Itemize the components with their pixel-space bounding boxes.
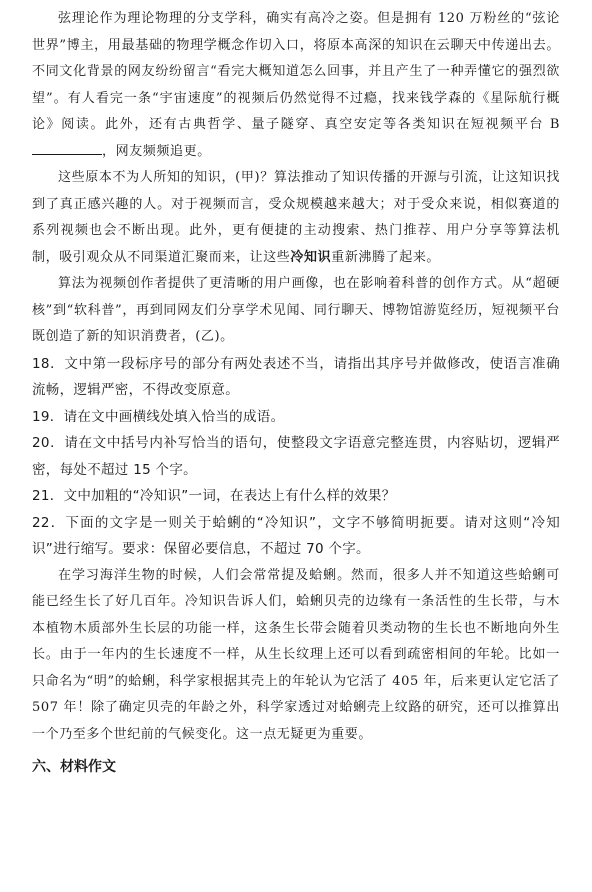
passage-p1-text: 弦理论作为理论物理的分支学科，确实有高冷之姿。但是拥有 120 万粉丝的“弦论世界”博主，用最基础的物理学概念作切入口，将原本高深的知识在云聊天中传递出去。不同文化背景的网友纷纷留言“看完大概知道怎么回事，并且产生了一种弄懂它的强烈欲望”。有人看完一条“宇宙速度”的视频后仍然觉得不过瘾，找来钱学森的《星际航行概论》阅读。此外，还有古典哲学、量子隧穿、真空安定等各类知识在短视频平台 B [32,11,560,132]
passage-p2-tail: 重新沸腾了起来。 [331,249,441,265]
passage-paragraph-1 [32,6,560,165]
question-21: 21．文中加粗的“冷知识”一词，在表达上有什么样的效果？ [32,488,396,504]
excerpt-paragraph: 在学习海洋生物的时候，人们会常常提及蛤蜊。然而，很多人并不知道这些蛤蜊可能已经生长了好几百年。冷知识告诉人们，蛤蜊贝壳的边缘有一条活性的生长带，与木本植物木质部外生长层的功能一样，这条生长带会随着贝类动物的生长也不断地向外生长。由于一年内的生长速度不一样，从生长纹理上还可以看到疏密相间的年轮。比如一只命名为“明”的蛤蜊，科学家根据其壳上的年轮认为它活了 405 年，后来更认定它活了 507 年！除了确定贝壳的年龄之外，科学家透过对蛤蜊壳上纹路的研究，还可以推算出一个乃至多个世纪前的气候变化。这一点无疑更为重要。 [32,567,560,742]
fill-in-blank-line [32,140,102,155]
question-19: 19．请在文中画横线处填入恰当的成语。 [32,408,285,425]
passage-p2-text: 这些原本不为人所知的知识，(甲)？算法推动了知识传播的开源与引流，让这知识找到了真正感兴趣的人。对于视频而言，受众规模越来越大；对于受众来说，相似赛道的系列视频也会不断出现。此外，更有便捷的主动搜索、热门推荐、用户分享等算法机制，吸引观众从不同渠道汇聚而来，让这些 [32,170,560,265]
bold-term-cold-knowledge: 冷知识 [290,249,332,265]
passage-paragraph-3: 算法为视频创作者提供了更清晰的用户画像，也在影响着科普的创作方式。从“超硬核”到“软科普”，再到同网友们分享学术见闻、同行聊天、博物馆游览经历，短视频平台既创造了新的知识消费者，(乙)。 [32,276,560,344]
question-18: 18．文中第一段标序号的部分有两处表述不当，请指出其序号并做修改，使语言准确流畅，逻辑严密，不得改变原意。 [32,355,560,398]
question-20: 20．请在文中括号内补写恰当的语句，使整段文字语意完整连贯，内容贴切，逻辑严密，每处不超过 15 个字。 [32,435,560,478]
passage-paragraph-2 [32,165,560,271]
question-22: 22．下面的文字是一则关于蛤蜊的“冷知识”，文字不够简明扼要。请对这则“冷知识”进行缩写。要求：保留必要信息，不超过 70 个字。 [32,514,560,557]
passage-p1-tail: ，网友频频追更。 [102,143,211,159]
section-heading: 六、材料作文 [32,759,116,775]
